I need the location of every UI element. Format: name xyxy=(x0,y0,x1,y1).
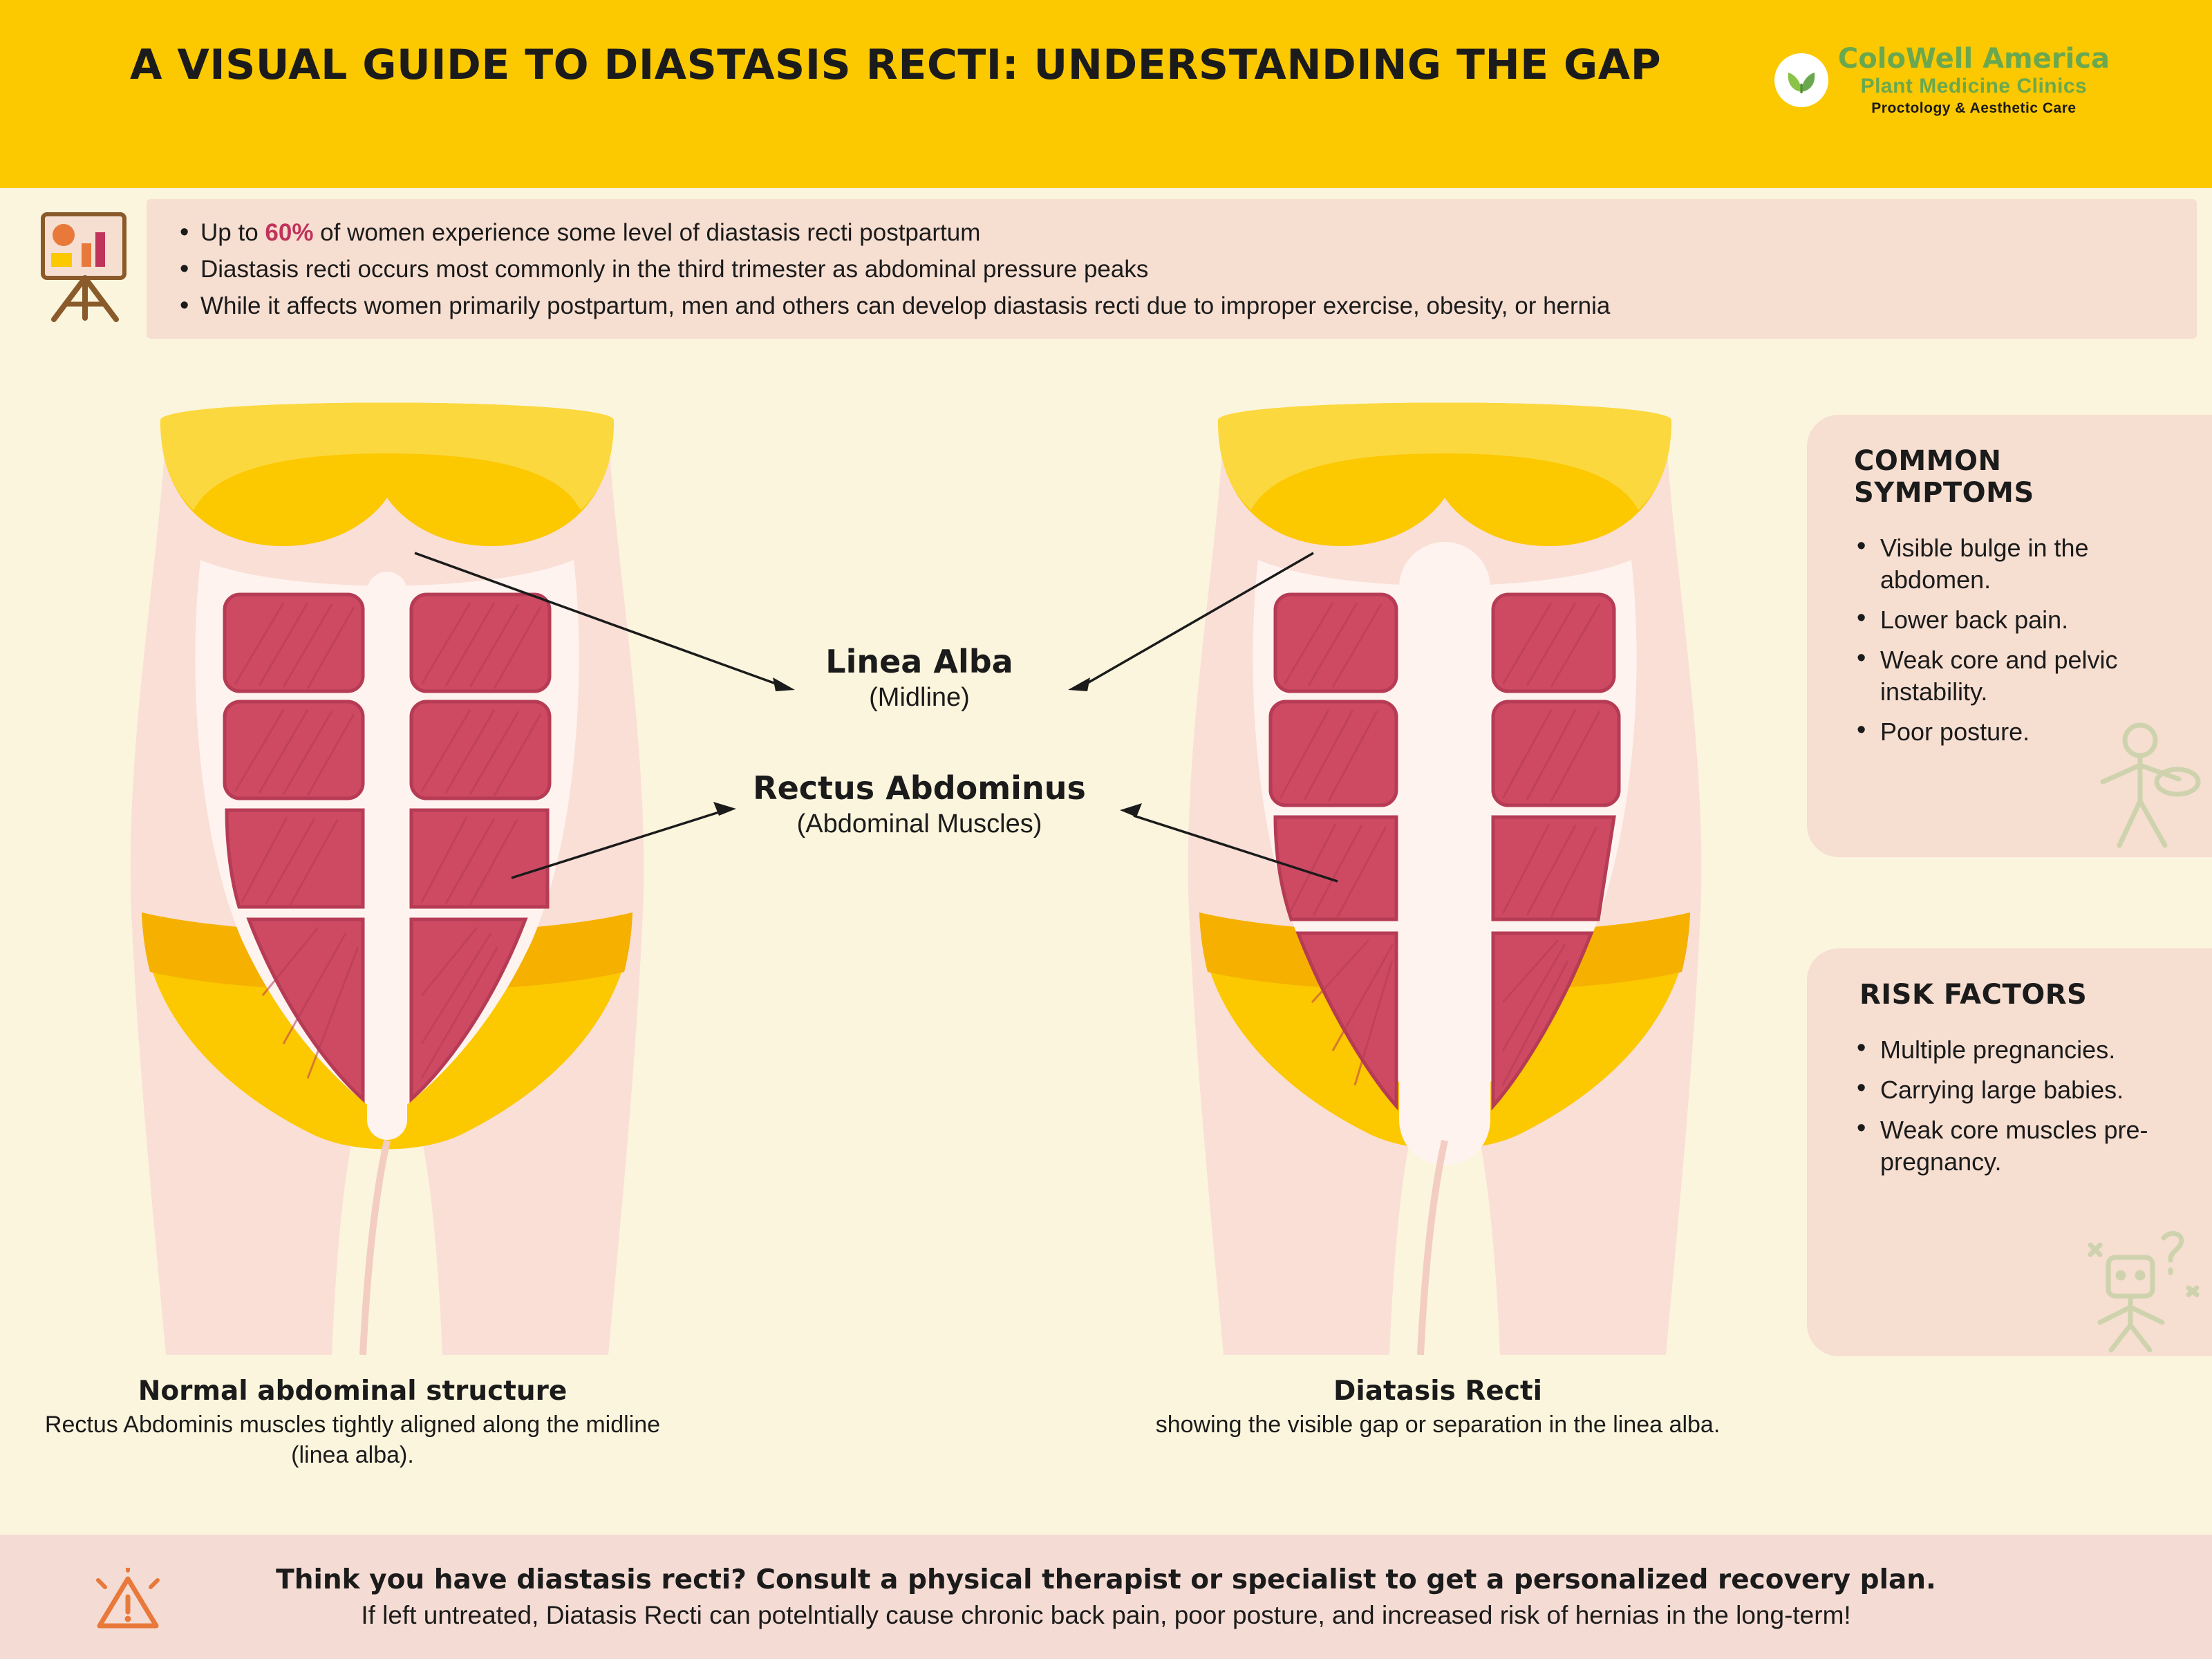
caption-diastasis xyxy=(1127,1376,1749,1440)
list-item: • Poor posture. xyxy=(1843,716,2188,748)
fact-text-pre: While it affects women primarily postpartum, men and others can develop diastasis recti due to improper exercise, obesity, or hernia xyxy=(200,292,1611,320)
header-bar xyxy=(0,0,2212,188)
risks-list xyxy=(1843,1034,2188,1178)
list-item: • Multiple pregnancies. xyxy=(1843,1034,2188,1066)
callout-linea-alba xyxy=(705,643,1134,713)
panel-common-symptoms xyxy=(1807,415,2212,857)
list-item xyxy=(177,214,2176,251)
fact-text-pre: Diastasis recti occurs most commonly in the third trimester as abdominal pressure peaks xyxy=(200,256,1149,283)
list-item: • Weak core and pelvic instability. xyxy=(1843,644,2188,708)
figure-normal-abdomen xyxy=(76,387,698,1372)
confused-person-icon xyxy=(2060,1221,2205,1356)
list-item: • Lower back pain. xyxy=(1843,604,2188,636)
list-item: • Weak core muscles pre-pregnancy. xyxy=(1843,1114,2188,1178)
key-facts-box xyxy=(147,199,2197,339)
callout-title: Linea Alba xyxy=(825,643,1013,680)
fact-text-post: of women experience some level of diastasis recti postpartum xyxy=(313,219,981,246)
caption-title: Diatasis Recti xyxy=(1333,1376,1542,1407)
footer-line-2: If left untreated, Diatasis Recti can potelntially cause chronic back pain, poor posture, and increased risk of hernias in the long-term! xyxy=(361,1600,1851,1629)
person-stretching-icon xyxy=(2074,715,2205,857)
easel-chart-icon xyxy=(33,207,137,325)
callout-rectus-abdominus xyxy=(705,769,1134,839)
list-item: • Carrying large babies. xyxy=(1843,1074,2188,1106)
caption-normal xyxy=(41,1376,664,1470)
footer-callout xyxy=(0,1535,2212,1659)
fact-text-pre: Up to xyxy=(200,219,265,246)
callout-title: Rectus Abdominus xyxy=(753,769,1086,807)
brand-line-2: Plant Medicine Clinics xyxy=(1860,75,2088,97)
warning-triangle-icon xyxy=(90,1568,166,1638)
panel-title: RISK FACTORS xyxy=(1859,979,2088,1011)
leaf-icon xyxy=(1774,53,1828,107)
panel-risk-factors xyxy=(1807,948,2212,1356)
brand-line-3: Proctology & Aesthetic Care xyxy=(1871,100,2077,116)
page-title: A VISUAL GUIDE TO DIASTASIS RECTI: UNDERSTANDING THE GAP xyxy=(130,41,1662,89)
caption-text: Rectus Abdominis muscles tightly aligned along the midline (linea alba). xyxy=(44,1412,661,1469)
callout-subtitle: (Midline) xyxy=(869,683,970,712)
figure-diastasis-recti xyxy=(1134,387,1756,1372)
list-item xyxy=(177,251,2176,288)
caption-title: Normal abdominal structure xyxy=(138,1376,568,1407)
footer-line-1: Think you have diastasis recti? Consult a physical therapist or specialist to get a personalized recovery plan. xyxy=(276,1564,1936,1595)
brand-logo xyxy=(1774,43,2110,117)
caption-text: showing the visible gap or separation in the linea alba. xyxy=(1155,1412,1721,1438)
brand-line-1: ColoWell America xyxy=(1837,43,2110,75)
key-facts-list xyxy=(177,214,2176,325)
callout-labels xyxy=(705,643,1134,839)
panel-title: COMMON SYMPTOMS xyxy=(1854,445,2034,509)
fact-highlight: 60% xyxy=(265,219,314,246)
list-item xyxy=(177,288,2176,324)
callout-subtitle: (Abdominal Muscles) xyxy=(796,809,1042,838)
list-item: • Visible bulge in the abdomen. xyxy=(1843,532,2188,596)
